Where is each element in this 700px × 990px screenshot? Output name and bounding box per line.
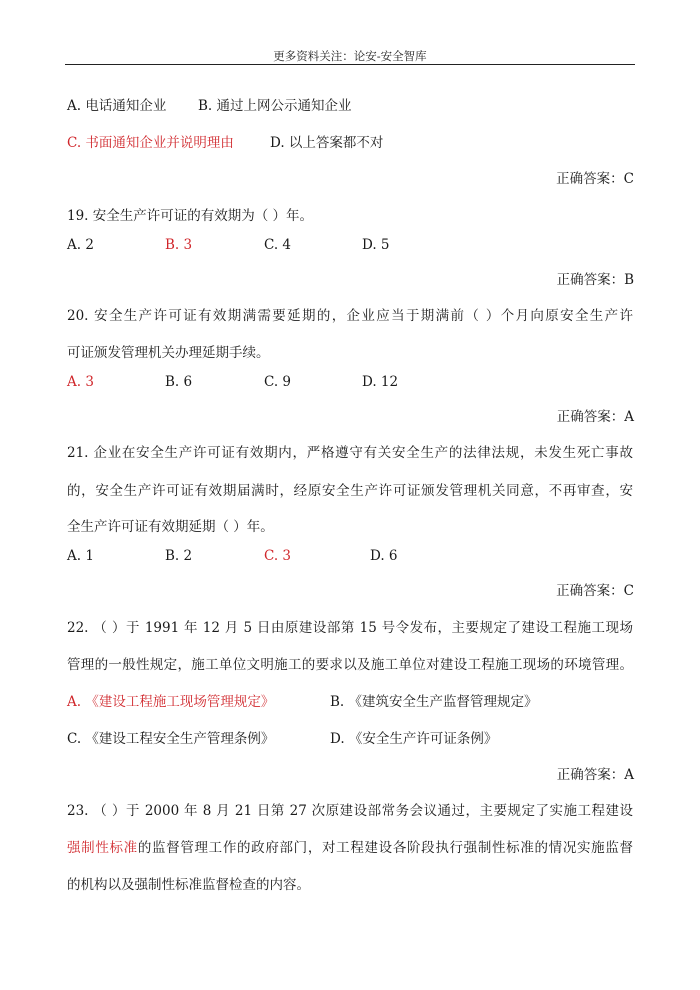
q23-highlight-term: 强制性标准 — [67, 840, 138, 856]
q21-option-c-correct: C. 3 — [264, 548, 292, 564]
q18-answer: 正确答案：C — [556, 171, 634, 187]
q21-stem-line-2: 的，安全生产许可证有效期届满时，经原安全生产许可证颁发管理机关同意，不再审查，安 — [67, 483, 633, 499]
q21-stem-line-3: 全生产许可证有效期延期（ ）年。 — [67, 519, 274, 535]
q22-stem-line-1: 22. （ ）于 1991 年 12 月 5 日由原建设部第 15 号令发布，主要规定了建设工程施工现场 — [67, 620, 633, 636]
q21-stem-line-1-wrap — [67, 441, 633, 461]
q19-option-a: A. 2 — [67, 237, 94, 253]
q21-answer: 正确答案：C — [556, 583, 634, 599]
q21-option-d: D. 6 — [370, 548, 398, 564]
q21-option-b: B. 2 — [165, 548, 193, 564]
q19-option-b-correct: B. 3 — [165, 237, 193, 253]
q20-option-a-correct: A. 3 — [67, 374, 94, 390]
q21-option-a: A. 1 — [67, 548, 94, 564]
page-header: 更多资料关注：论安-安全智库 — [273, 49, 427, 63]
q22-option-b: B. 《建筑安全生产监督管理规定》 — [330, 694, 538, 710]
q22-stem-line-2: 管理的一般性规定，施工单位文明施工的要求以及施工单位对建设工程施工现场的环境管理。 — [67, 657, 633, 673]
q22-answer: 正确答案：A — [556, 767, 634, 783]
q23-stem-line-1: 23. （ ）于 2000 年 8 月 21 日第 27 次原建设部常务会议通过，主要规定了实施工程建设 — [67, 803, 633, 819]
q23-stem-line-2-rest: 的监督管理工作的政府部门，对工程建设各阶段执行强制性标准的情况实施监督 — [137, 840, 634, 856]
q20-option-c: C. 9 — [264, 374, 292, 390]
q20-answer: 正确答案：A — [556, 409, 634, 425]
q23-stem-line-1-wrap — [67, 799, 633, 819]
q22-stem-line-1-wrap — [67, 616, 633, 636]
header-divider — [65, 64, 635, 65]
q22-option-c: C. 《建设工程安全生产管理条例》 — [67, 731, 275, 747]
q22-option-d: D. 《安全生产许可证条例》 — [330, 731, 498, 747]
q18-option-b: B. 通过上网公示通知企业 — [198, 98, 352, 114]
q20-stem-line-2: 可证颁发管理机关办理延期手续。 — [67, 345, 270, 361]
q21-stem-line-2-wrap — [67, 479, 633, 499]
q23-stem-line-3: 的机构以及强制性标准监督检查的内容。 — [67, 877, 310, 893]
q22-stem-line-2-wrap — [67, 653, 633, 673]
q18-option-c-correct: C. 书面通知企业并说明理由 — [67, 135, 234, 151]
q19-option-d: D. 5 — [362, 237, 390, 253]
q22-option-a-correct: A. 《建设工程施工现场管理规定》 — [67, 694, 275, 710]
q20-stem — [67, 304, 633, 324]
q18-option-a: A. 电话通知企业 — [67, 98, 167, 114]
q20-option-d: D. 12 — [362, 374, 399, 390]
q18-option-d: D. 以上答案都不对 — [270, 135, 384, 151]
q21-stem-line-1: 21. 企业在安全生产许可证有效期内，严格遵守有关安全生产的法律法规，未发生死亡事故 — [67, 445, 633, 461]
q19-option-c: C. 4 — [264, 237, 292, 253]
q19-stem: 19. 安全生产许可证的有效期为（ ）年。 — [67, 208, 314, 224]
q23-stem-line-2 — [67, 836, 633, 856]
q20-stem-line-1: 20. 安全生产许可证有效期满需要延期的，企业应当于期满前（ ）个月向原安全生产许 — [67, 308, 633, 324]
q23-stem-line-2-wrap — [67, 836, 633, 856]
q19-answer: 正确答案：B — [556, 272, 634, 288]
q20-option-b: B. 6 — [165, 374, 193, 390]
